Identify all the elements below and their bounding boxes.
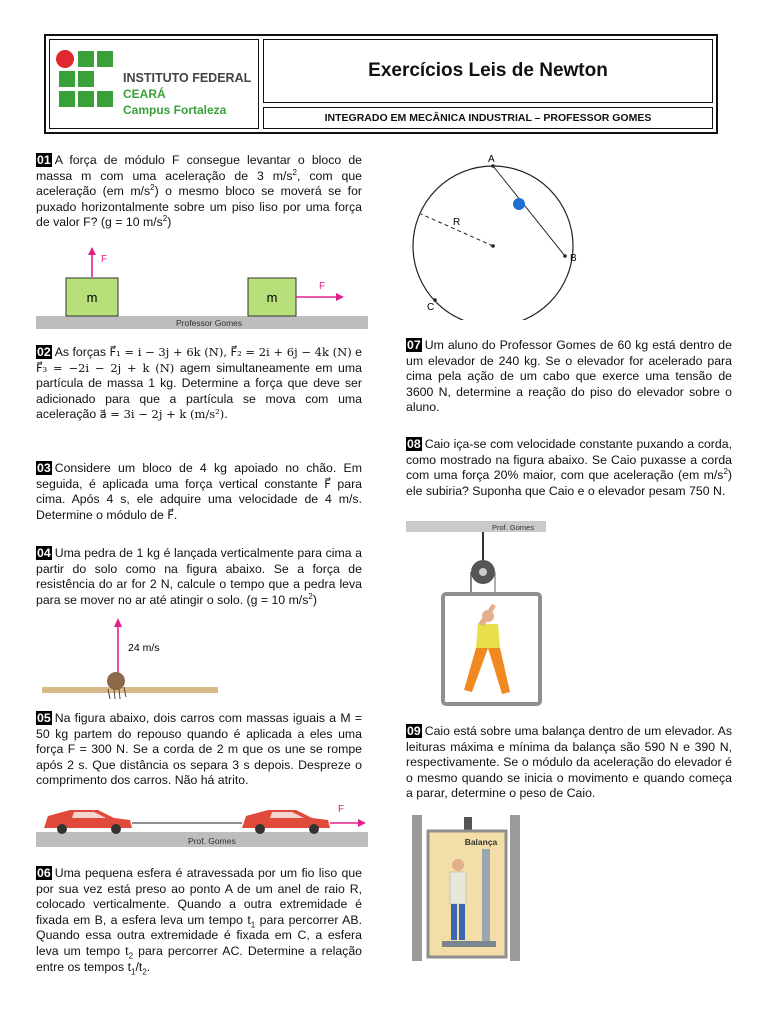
question-text: Um aluno do Professor Gomes de 60 kg está dentro de um elevador de 240 kg. Se o elevador for acelerado para cima pela ação de um cabo que exerce uma tensão de 3600 N, determine a reação do piso do elevador sobre o aluno. — [406, 338, 732, 415]
question-08: 08 Caio iça-se com velocidade constante puxando a corda, como mostrado na figura abaixo. Se Caio puxasse a corda com uma força 20% maior, com que aceleração (em $m/s^2$) ele subiria? Suponha que Caio e o elevador pesam 750 N. — [406, 437, 732, 498]
car-right — [242, 810, 330, 834]
scale-elevator-figure — [412, 815, 522, 961]
radius-label: R — [453, 217, 461, 228]
figure-caption: Prof. Gomes — [188, 836, 236, 846]
elevator-cabin — [428, 831, 506, 957]
question-05 — [36, 711, 362, 789]
scale-label: Balança — [464, 837, 498, 847]
question-text: Caio iça-se com velocidade constante puxando a corda, como mostrado na figura abaixo. Se Caio puxasse a corda com uma força 20% maior, com que aceleração (em m/s — [406, 437, 732, 483]
question-number: 02 — [37, 345, 51, 359]
question-text: agem simultaneamente em uma partícula de massa 1 kg. Determine a força que deve ser adicionado para que a partícula se mova com uma aceleração — [36, 360, 362, 422]
question-01: 01 A força de módulo F consegue levantar o bloco de massa m com uma aceleração de 3 $m/s^2$, com que aceleração (em $m/s^2$) o mesmo bloco se moverá se for puxado horizontalmente sobre um piso liso por uma força de valor F? (g = 10 $m/s^2$) — [36, 153, 363, 230]
question-text: Uma pedra de 1 kg é lançada verticalmente para cima a partir do solo como na figura abaixo. Se a força de resistência do ar for 2 N, calcule o tempo que a pedra leva para se mover no ar até atingir o solo. (g = 10 m/s — [36, 546, 362, 607]
question-number: 07 — [407, 338, 421, 352]
ground — [42, 687, 218, 693]
question-09 — [406, 724, 732, 802]
stone-figure — [40, 615, 222, 699]
acceleration-vector: a⃗ = 3i − 2j + k (m/s²). — [99, 407, 228, 422]
question-text: Considere um bloco de 4 kg apoiado no chão. Em seguida, é aplicada uma força vertical constante — [36, 461, 362, 491]
question-text: Uma pequena esfera é atravessada por um fio liso que por sua vez está preso ao ponto A de um anel de raio R, colocado verticalmente. Quando a outra extremidade é fixada em B, a esfera leva um tempo t — [36, 866, 362, 927]
point-b-label: B — [570, 253, 577, 264]
question-number: 09 — [407, 724, 421, 738]
ring-figure — [404, 150, 590, 320]
figure-caption: Prof. Gomes — [492, 523, 535, 532]
question-number: 08 — [407, 437, 421, 451]
cars-figure — [36, 798, 370, 852]
force-label: F — [338, 804, 345, 815]
question-03: 03 Considere um bloco de 4 kg apoiado no chão. Em seguida, é aplicada uma força vertical constante F⃗ para cima. Após 4 s, ele adquire uma velocidade de 4 m/s. Determine o módulo de F⃗. — [36, 461, 363, 522]
point-c-label: C — [427, 302, 435, 313]
scale-column — [482, 849, 490, 945]
stone — [107, 672, 125, 690]
question-06: 06 Uma pequena esfera é atravessada por um fio liso que por sua vez está preso ao ponto A de um anel de raio R, colocado verticalmente. Quando a outra extremidade é fixada em B, a esfera leva um tempo $t_1$ para percorrer AB. Quando essa outra extremidade é fixada em C, a esfera leva um tempo $t_2$ para percorrer AC. Determine a relação entre os tempos $t_1/t_2$. — [36, 866, 362, 977]
force-up-label: F — [101, 254, 108, 265]
page-subtitle: INTEGRADO EM MECÂNICA INDUSTRIAL – PROFESSOR GOMES — [263, 107, 713, 129]
force-f2: F⃗₂ = 2i + 6j − 4k (N) — [230, 345, 352, 359]
institute-logo-icon — [52, 46, 122, 126]
question-text: Caio está sobre uma balança dentro de um elevador. As leituras máxima e mínima da balança são 590 N e 390 N, respectivamente. Se o módulo da aceleração do elevador é o mesmo quando se inicia o movimento e quando começa a parar, determine o peso de Caio. — [406, 724, 732, 801]
block-right-label: m — [266, 290, 278, 305]
blocks-figure — [36, 244, 370, 336]
question-number: 01 — [37, 153, 51, 167]
question-04: 04 Uma pedra de 1 kg é lançada verticalmente para cima a partir do solo como na figura abaixo. Se a força de resistência do ar for 2 N, calcule o tempo que a pedra leva para se mover no ar até atingir o solo. (g = 10 $m/s^2$) — [36, 546, 362, 607]
cable — [464, 817, 472, 831]
block-left-label: m — [86, 290, 98, 305]
logo-campus-name: Campus Fortaleza — [123, 103, 227, 117]
question-number: 06 — [37, 866, 51, 880]
point-a-label: A — [488, 154, 495, 165]
velocity-label: 24 m/s — [128, 642, 160, 654]
force-f1: F⃗₁ = i − 3j + 6k (N), — [109, 345, 228, 359]
shaft-left — [412, 815, 422, 961]
force-right-label: F — [319, 281, 326, 292]
shaft-right — [510, 815, 520, 961]
question-text: Na figura abaixo, dois carros com massas iguais a M = 50 kg partem do repouso quando é aplicada a eles uma força F = 300 N. Se a corda de 2 m que os une se rompe após 2 s. Que distância os separa 3 s depois. Despreze o comprimento dos carros. Não há atrito. — [36, 711, 362, 788]
question-02: 02 As forças F⃗₁ = i − 3j + 6k (N), F⃗₂ = 2i + 6j − 4k (N) e F⃗₃ = −2i − 2j + k (N) agem simultaneamente em uma partícula de massa 1 kg. Determine a força que deve ser adicionado para que a partícula se mova com uma aceleração a⃗ = 3i − 2j + k (m/s²). — [36, 345, 363, 422]
pulley-elevator-figure — [406, 520, 548, 712]
question-07 — [406, 338, 732, 416]
page-title: Exercícios Leis de Newton — [263, 39, 713, 103]
logo-state-name: CEARÁ — [123, 87, 166, 101]
car-left — [44, 810, 132, 834]
figure-caption: Professor Gomes — [176, 318, 243, 328]
ring — [413, 166, 573, 320]
logo-institute-name: INSTITUTO FEDERAL — [123, 71, 252, 85]
question-number: 05 — [37, 711, 51, 725]
question-number: 03 — [37, 461, 51, 475]
question-number: 04 — [37, 546, 51, 560]
question-text: A força de módulo F consegue levantar o bloco de massa m com uma aceleração de 3 m/s — [36, 153, 362, 183]
scale-platform — [442, 941, 496, 947]
sphere — [513, 198, 525, 210]
wire-ab — [493, 166, 565, 256]
force-f3: F⃗₃ = −2i − 2j + k (N) — [36, 360, 175, 375]
